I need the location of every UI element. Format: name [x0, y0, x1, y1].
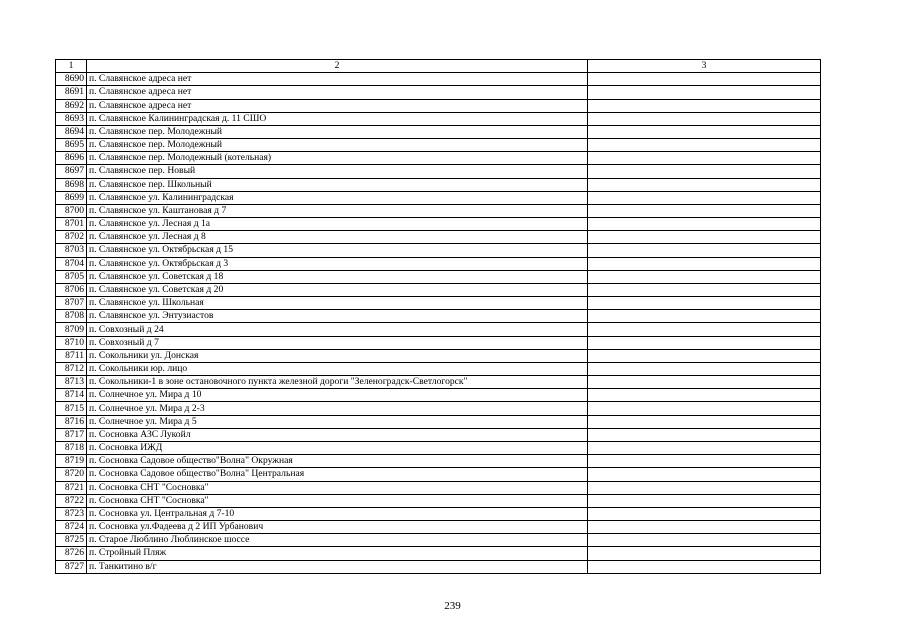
- table-row: [56, 507, 821, 520]
- empty-cell: [588, 560, 821, 573]
- address-cell: п. Славянское пер. Молодежный (котельная): [87, 152, 588, 165]
- header-row: [56, 60, 821, 73]
- row-number-cell: 8717: [56, 428, 87, 441]
- address-cell: п. Славянское ул. Советская д 18: [87, 270, 588, 283]
- table-row: [56, 455, 821, 468]
- address-cell: п. Славянское адреса нет: [87, 99, 588, 112]
- table-row: [56, 428, 821, 441]
- address-cell: п. Сосновка АЗС Лукойл: [87, 428, 588, 441]
- table-row: [56, 139, 821, 152]
- empty-cell: [588, 283, 821, 296]
- table-row: [56, 257, 821, 270]
- table-row: [56, 323, 821, 336]
- empty-cell: [588, 376, 821, 389]
- address-cell: п. Славянское ул. Лесная д 1а: [87, 218, 588, 231]
- table-row: [56, 521, 821, 534]
- row-number-cell: 8716: [56, 415, 87, 428]
- empty-cell: [588, 481, 821, 494]
- empty-cell: [588, 362, 821, 375]
- address-cell: п. Солнечное ул. Мира д 2-3: [87, 402, 588, 415]
- table-row: [56, 494, 821, 507]
- row-number-cell: 8691: [56, 86, 87, 99]
- row-number-cell: 8715: [56, 402, 87, 415]
- empty-cell: [588, 191, 821, 204]
- address-cell: п. Совхозный д 24: [87, 323, 588, 336]
- table-row: [56, 560, 821, 573]
- empty-cell: [588, 507, 821, 520]
- row-number-cell: 8718: [56, 441, 87, 454]
- empty-cell: [588, 112, 821, 125]
- table-row: [56, 218, 821, 231]
- empty-cell: [588, 139, 821, 152]
- address-cell: п. Солнечное ул. Мира д 10: [87, 389, 588, 402]
- empty-cell: [588, 257, 821, 270]
- address-table: [55, 59, 821, 574]
- table-row: [56, 112, 821, 125]
- address-cell: п. Славянское пер. Молодежный: [87, 125, 588, 138]
- empty-cell: [588, 86, 821, 99]
- empty-cell: [588, 415, 821, 428]
- row-number-cell: 8707: [56, 297, 87, 310]
- row-number-cell: 8708: [56, 310, 87, 323]
- row-number-cell: 8721: [56, 481, 87, 494]
- empty-cell: [588, 336, 821, 349]
- row-number-cell: 8719: [56, 455, 87, 468]
- address-cell: п. Славянское ул. Советская д 20: [87, 283, 588, 296]
- row-number-cell: 8696: [56, 152, 87, 165]
- empty-cell: [588, 349, 821, 362]
- row-number-cell: 8699: [56, 191, 87, 204]
- empty-cell: [588, 73, 821, 86]
- address-cell: п. Сосновка СНТ "Сосновка": [87, 494, 588, 507]
- table-row: [56, 191, 821, 204]
- row-number-cell: 8703: [56, 244, 87, 257]
- empty-cell: [588, 428, 821, 441]
- table-row: [56, 125, 821, 138]
- row-number-cell: 8727: [56, 560, 87, 573]
- table-row: [56, 349, 821, 362]
- table-row: [56, 402, 821, 415]
- address-cell: п. Славянское адреса нет: [87, 73, 588, 86]
- address-cell: п. Сосновка Садовое общество"Волна" Окружная: [87, 455, 588, 468]
- row-number-cell: 8706: [56, 283, 87, 296]
- address-cell: п. Сокольники юр. лицо: [87, 362, 588, 375]
- empty-cell: [588, 389, 821, 402]
- row-number-cell: 8723: [56, 507, 87, 520]
- table-row: [56, 441, 821, 454]
- empty-cell: [588, 218, 821, 231]
- empty-cell: [588, 125, 821, 138]
- row-number-cell: 8724: [56, 521, 87, 534]
- row-number-cell: 8700: [56, 204, 87, 217]
- address-cell: п. Совхозный д 7: [87, 336, 588, 349]
- address-cell: п. Славянское Калининградская д. 11 СШО: [87, 112, 588, 125]
- table-row: [56, 389, 821, 402]
- table-row: [56, 73, 821, 86]
- address-cell: п. Сосновка СНТ "Сосновка": [87, 481, 588, 494]
- table-row: [56, 283, 821, 296]
- table-row: [56, 270, 821, 283]
- row-number-cell: 8712: [56, 362, 87, 375]
- row-number-cell: 8702: [56, 231, 87, 244]
- table-row: [56, 231, 821, 244]
- address-cell: п. Славянское адреса нет: [87, 86, 588, 99]
- table-row: [56, 165, 821, 178]
- table-row: [56, 86, 821, 99]
- empty-cell: [588, 231, 821, 244]
- table-row: [56, 376, 821, 389]
- table-row: [56, 297, 821, 310]
- empty-cell: [588, 494, 821, 507]
- empty-cell: [588, 323, 821, 336]
- row-number-cell: 8695: [56, 139, 87, 152]
- address-cell: п. Сосновка ул. Центральная д 7-10: [87, 507, 588, 520]
- row-number-cell: 8690: [56, 73, 87, 86]
- empty-cell: [588, 521, 821, 534]
- row-number-cell: 8704: [56, 257, 87, 270]
- address-cell: п. Славянское ул. Лесная д 8: [87, 231, 588, 244]
- address-cell: п. Сокольники ул. Донская: [87, 349, 588, 362]
- page-number: 239: [444, 600, 461, 612]
- row-number-cell: 8710: [56, 336, 87, 349]
- table-row: [56, 468, 821, 481]
- empty-cell: [588, 534, 821, 547]
- row-number-cell: 8725: [56, 534, 87, 547]
- row-number-cell: 8692: [56, 99, 87, 112]
- empty-cell: [588, 455, 821, 468]
- row-number-cell: 8701: [56, 218, 87, 231]
- address-cell: п. Сосновка ул.Фадеева д 2 ИП Урбанович: [87, 521, 588, 534]
- address-cell: п. Славянское пер. Молодежный: [87, 139, 588, 152]
- address-cell: п. Сосновка Садовое общество"Волна" Центральная: [87, 468, 588, 481]
- row-number-cell: 8722: [56, 494, 87, 507]
- address-cell: п. Славянское ул. Калининградская: [87, 191, 588, 204]
- empty-cell: [588, 152, 821, 165]
- table-row: [56, 310, 821, 323]
- empty-cell: [588, 468, 821, 481]
- address-cell: п. Славянское пер. Школьный: [87, 178, 588, 191]
- empty-cell: [588, 297, 821, 310]
- address-cell: п. Старое Люблино Люблинское шоссе: [87, 534, 588, 547]
- address-cell: п. Славянское ул. Каштановая д 7: [87, 204, 588, 217]
- row-number-cell: 8726: [56, 547, 87, 560]
- table-row: [56, 362, 821, 375]
- row-number-cell: 8693: [56, 112, 87, 125]
- table-body: [56, 73, 821, 574]
- empty-cell: [588, 165, 821, 178]
- address-cell: п. Славянское ул. Школьная: [87, 297, 588, 310]
- row-number-cell: 8720: [56, 468, 87, 481]
- table-row: [56, 204, 821, 217]
- column-header-3: 3: [588, 60, 821, 73]
- empty-cell: [588, 244, 821, 257]
- column-header-1: 1: [56, 60, 87, 73]
- address-cell: п. Славянское ул. Октябрьская д 15: [87, 244, 588, 257]
- table-row: [56, 99, 821, 112]
- row-number-cell: 8694: [56, 125, 87, 138]
- empty-cell: [588, 178, 821, 191]
- table-row: [56, 336, 821, 349]
- empty-cell: [588, 402, 821, 415]
- row-number-cell: 8714: [56, 389, 87, 402]
- empty-cell: [588, 99, 821, 112]
- row-number-cell: 8713: [56, 376, 87, 389]
- table-row: [56, 534, 821, 547]
- address-cell: п. Стройный Пляж: [87, 547, 588, 560]
- table-row: [56, 178, 821, 191]
- table-row: [56, 481, 821, 494]
- address-cell: п. Славянское ул. Энтузиастов: [87, 310, 588, 323]
- table-row: [56, 244, 821, 257]
- empty-cell: [588, 441, 821, 454]
- row-number-cell: 8697: [56, 165, 87, 178]
- table-row: [56, 547, 821, 560]
- empty-cell: [588, 310, 821, 323]
- address-cell: п. Сосновка ИЖД: [87, 441, 588, 454]
- address-cell: п. Солнечное ул. Мира д 5: [87, 415, 588, 428]
- row-number-cell: 8698: [56, 178, 87, 191]
- row-number-cell: 8709: [56, 323, 87, 336]
- row-number-cell: 8711: [56, 349, 87, 362]
- table-row: [56, 152, 821, 165]
- empty-cell: [588, 204, 821, 217]
- column-header-2: 2: [87, 60, 588, 73]
- address-cell: п. Славянское ул. Октябрьская д 3: [87, 257, 588, 270]
- address-cell: п. Сокольники-1 в зоне остановочного пункта железной дороги "Зеленоградск-Светлогорск": [87, 376, 588, 389]
- address-cell: п. Славянское пер. Новый: [87, 165, 588, 178]
- table-row: [56, 415, 821, 428]
- row-number-cell: 8705: [56, 270, 87, 283]
- empty-cell: [588, 270, 821, 283]
- address-cell: п. Танкитино в/г: [87, 560, 588, 573]
- empty-cell: [588, 547, 821, 560]
